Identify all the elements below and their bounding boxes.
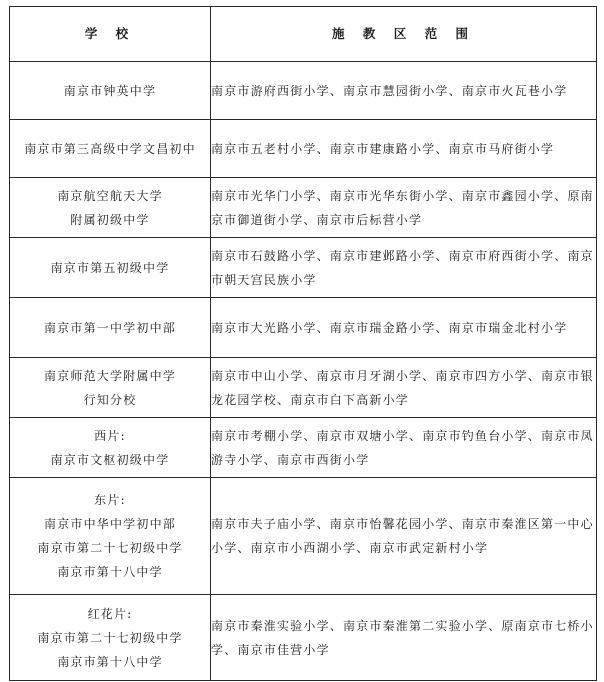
table-row [10, 358, 597, 418]
school-name: 南京市第十八中学 [57, 565, 163, 579]
school-cell [10, 298, 211, 358]
school-cell [10, 178, 211, 238]
school-cell [10, 358, 211, 418]
school-name: 南京市第一中学初中部 [43, 320, 176, 335]
zone-cell: 南京市考棚小学、南京市双塘小学、南京市钓鱼台小学、南京市凤游寺小学、南京市西街小学 [211, 418, 597, 478]
school-name: 南京市第二十七初级中学 [37, 541, 183, 555]
school-name: 南京师范大学附属中学 [43, 368, 176, 383]
zone-cell: 南京市光华门小学、南京市光华东街小学、南京市鑫园小学、原南京市御道街小学、南京市后标营小学 [211, 178, 597, 238]
zone-cell: 南京市大光路小学、南京市瑞金路小学、南京市瑞金北村小学 [211, 298, 597, 358]
zone-cell: 南京市中山小学、南京市月牙湖小学、南京市四方小学、南京市银龙花园学校、南京市白下高新小学 [211, 358, 597, 418]
table-row [10, 478, 597, 595]
school-cell [10, 478, 211, 595]
table-header-row [10, 7, 597, 62]
school-zone-label: 红花片: [87, 606, 133, 621]
table-row [10, 595, 597, 681]
school-name: 行知分校 [83, 392, 137, 407]
school-cell [10, 418, 211, 478]
school-name: 南京市文枢初级中学 [50, 452, 170, 467]
school-name: 南京市第三高级中学文昌初中 [24, 141, 196, 156]
school-name: 附属初级中学 [70, 212, 150, 227]
school-cell [10, 238, 211, 298]
school-name: 南京市钟英中学 [63, 83, 157, 98]
table-row [10, 120, 597, 178]
school-name: 南京市第二十七初级中学 [37, 630, 183, 645]
header-zone: 施 教 区 范 围 [211, 7, 597, 62]
table-row [10, 298, 597, 358]
school-name: 南京航空航天大学 [57, 188, 163, 203]
table-row [10, 238, 597, 298]
zone-cell: 南京市夫子庙小学、南京市怡馨花园小学、南京市秦淮区第一中心小学、南京市小西湖小学、南京市武定新村小学 [211, 478, 597, 595]
school-name: 南京市第十八中学 [57, 654, 163, 669]
table-row [10, 62, 597, 120]
school-name: 西片: [94, 428, 126, 443]
school-cell [10, 120, 211, 178]
zone-cell: 南京市五老村小学、南京市建康路小学、南京市马府街小学 [211, 120, 597, 178]
school-district-table [9, 6, 597, 681]
school-zone-label: 东片: [94, 493, 126, 507]
school-cell [10, 595, 211, 681]
zone-cell: 南京市秦淮实验小学、南京市秦淮第二实验小学、原南京市七桥小学、南京市佳营小学 [211, 595, 597, 681]
zone-cell: 南京市石鼓路小学、南京市建邺路小学、南京市府西街小学、南京市朝天宫民族小学 [211, 238, 597, 298]
school-cell [10, 62, 211, 120]
table-row [10, 418, 597, 478]
school-name: 南京市第五初级中学 [50, 260, 170, 275]
header-school: 学 校 [10, 7, 211, 62]
table-row [10, 178, 597, 238]
school-name: 南京市中华中学初中部 [43, 517, 176, 531]
zone-cell: 南京市游府西街小学、南京市慧园街小学、南京市火瓦巷小学 [211, 62, 597, 120]
